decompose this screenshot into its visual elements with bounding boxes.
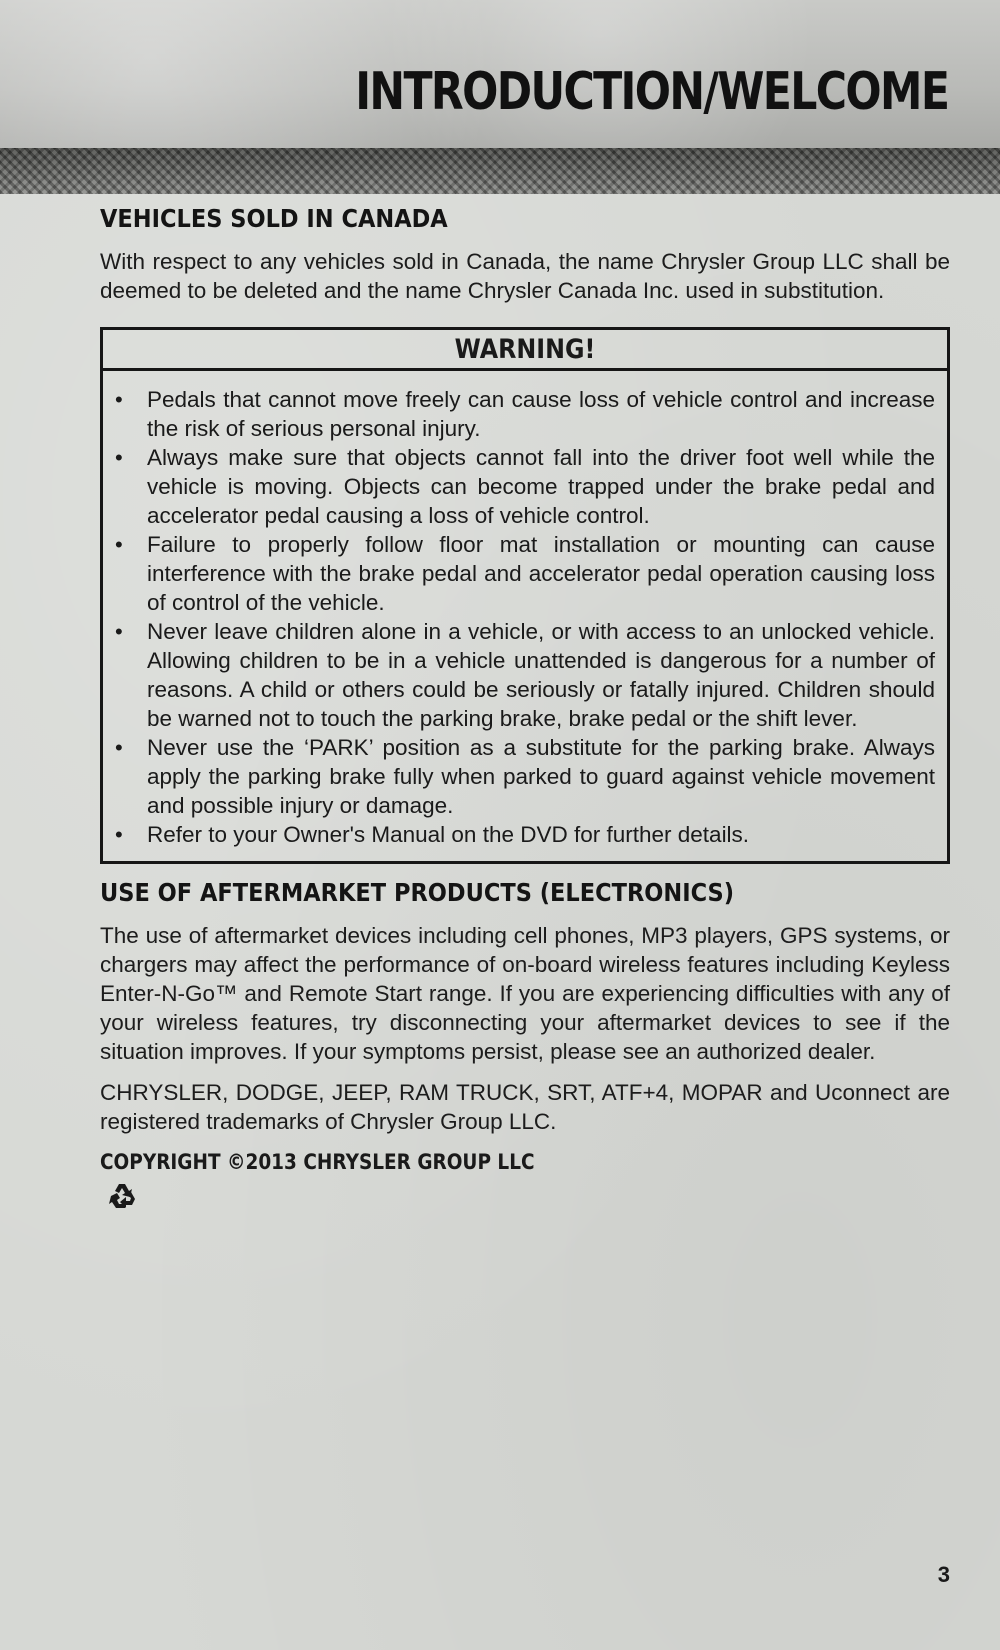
bullet-icon: • <box>115 822 123 847</box>
warning-item <box>103 733 935 820</box>
canada-heading: VEHICLES SOLD IN CANADA <box>100 204 448 233</box>
trademarks-paragraph: CHRYSLER, DODGE, JEEP, RAM TRUCK, SRT, ATF+4, MOPAR and Uconnect are registered trademarks of Chrysler Group LLC. <box>100 1080 950 1134</box>
header-stripe <box>0 148 1000 194</box>
warning-item-text: Failure to properly follow floor mat installation or mounting can cause interference with the brake pedal and accelerator pedal operation causing loss of control of the vehicle. <box>147 532 935 615</box>
warning-item-text: Pedals that cannot move freely can cause loss of vehicle control and increase the risk of serious personal injury. <box>147 387 935 441</box>
warning-item <box>103 385 935 443</box>
warning-item-text: Always make sure that objects cannot fall into the driver foot well while the vehicle is moving. Objects can become trapped under the brake pedal and accelerator pedal causing a loss of vehicle control. <box>147 445 935 528</box>
warning-item <box>103 617 935 733</box>
warning-box <box>100 327 950 864</box>
warning-item <box>103 820 935 849</box>
aftermarket-paragraph: The use of aftermarket devices including cell phones, MP3 players, GPS systems, or chargers may affect the performance of on-board wireless features including Keyless Enter-N-Go™ and Remote Start range. If you are experiencing difficulties with any of your wireless features, try disconnecting your aftermarket devices to see if the situation improves. If your symptoms persist, please see an authorized dealer. <box>100 923 950 1064</box>
warning-list <box>103 371 947 861</box>
warning-item-text: Refer to your Owner's Manual on the DVD for further details. <box>147 822 750 847</box>
bullet-icon: • <box>115 387 123 412</box>
warning-item <box>103 530 935 617</box>
warning-title <box>103 330 947 371</box>
aftermarket-heading: USE OF AFTERMARKET PRODUCTS (ELECTRONICS) <box>100 878 735 907</box>
bullet-icon: • <box>115 532 123 557</box>
bullet-icon: • <box>115 445 123 470</box>
canada-paragraph: With respect to any vehicles sold in Canada, the name Chrysler Group LLC shall be deemed to be deleted and the name Chrysler Canada Inc. used in substitution. <box>100 249 950 303</box>
warning-item-text: Never leave children alone in a vehicle, or with access to an unlocked vehicle. Allowing children to be in a vehicle unattended is dangerous for a number of reasons. A child or others could be seriously or fatally injured. Children should be warned not to touch the parking brake, brake pedal or the shift lever. <box>147 619 935 731</box>
warning-title-text: WARNING! <box>454 334 596 365</box>
warning-item-text: Never use the ‘PARK’ position as a substitute for the parking brake. Always apply the parking brake fully when parked to guard against vehicle movement and possible injury or damage. <box>147 735 935 818</box>
page-title: INTRODUCTION/WELCOME <box>354 62 948 122</box>
page-content <box>100 200 950 1217</box>
page-number: 3 <box>937 1562 950 1587</box>
copyright-notice: COPYRIGHT ©2013 CHRYSLER GROUP LLC <box>100 1150 535 1174</box>
recycle-icon <box>106 1180 138 1212</box>
warning-item <box>103 443 935 530</box>
bullet-icon: • <box>115 619 123 644</box>
bullet-icon: • <box>115 735 123 760</box>
page-header <box>0 0 1000 150</box>
